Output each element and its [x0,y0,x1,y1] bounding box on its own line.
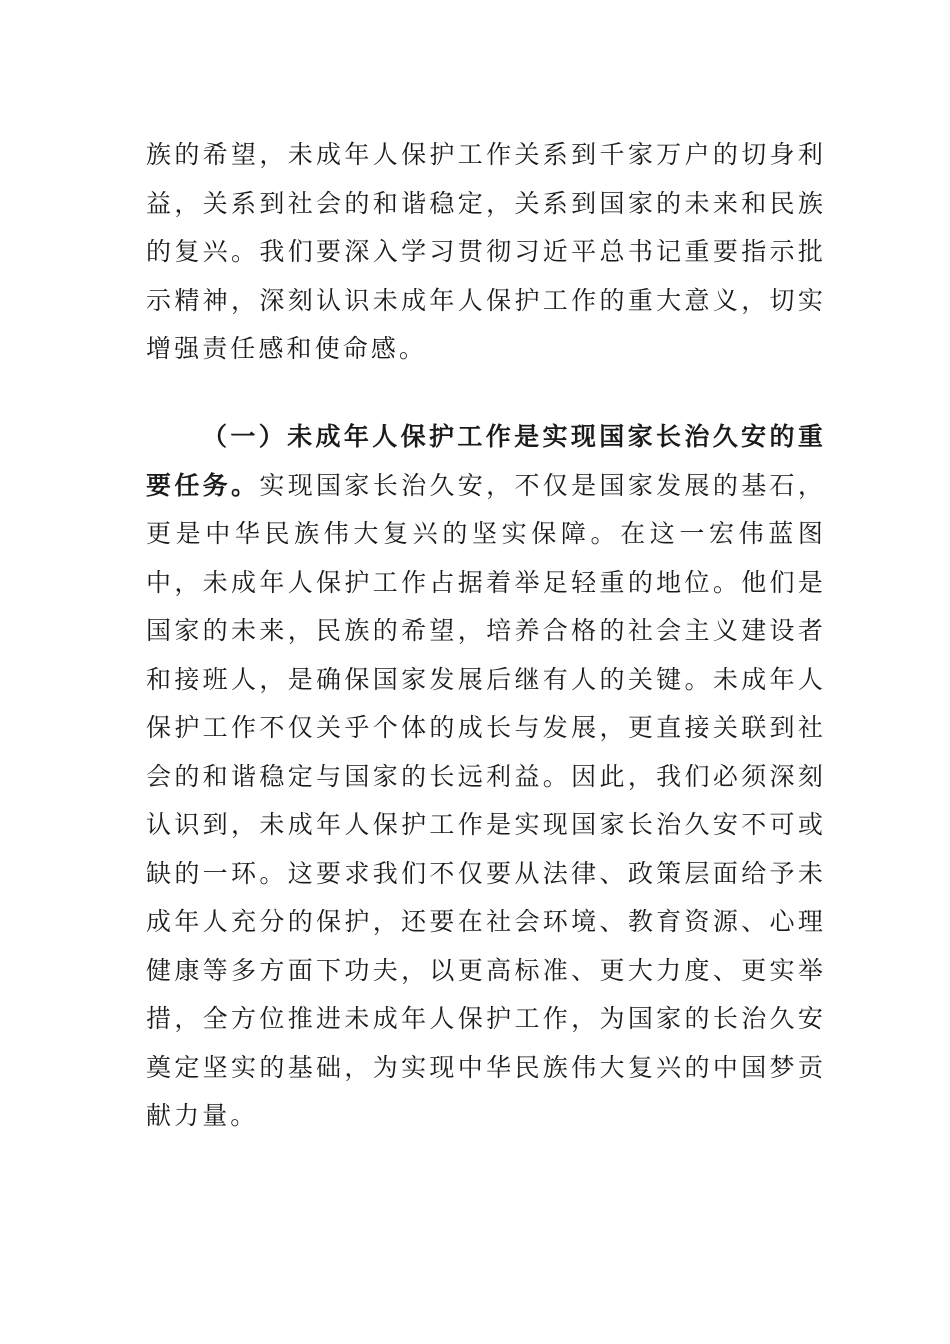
paragraph-text: 族的希望，未成年人保护工作关系到千家万户的切身利益，关系到社会的和谐稳定，关系到国家的未来和民族的复兴。我们要深入学习贯彻习近平总书记重要指示批示精神，深刻认识未成年人保护工作的重大意义，切实增强责任感和使命感。 [146,140,826,363]
paragraph-text: 实现国家长治久安，不仅是国家发展的基石，更是中华民族伟大复兴的坚实保障。在这一宏伟蓝图中，未成年人保护工作占据着举足轻重的地位。他们是国家的未来，民族的希望，培养合格的社会主义建设者和接班人，是确保国家发展后继有人的关键。未成年人保护工作不仅关乎个体的成长与发展，更直接关联到社会的和谐稳定与国家的长远利益。因此，我们必须深刻认识到，未成年人保护工作是实现国家长治久安不可或缺的一环。这要求我们不仅要从法律、政策层面给予未成年人充分的保护，还要在社会环境、教育资源、心理健康等多方面下功夫，以更高标准、更大力度、更实举措，全方位推进未成年人保护工作，为国家的长治久安奠定坚实的基础，为实现中华民族伟大复兴的中国梦贡献力量。 [146,470,826,1130]
body-paragraph-section-one [146,413,826,1141]
body-paragraph-continued [146,131,826,374]
section-heading: （一）未成年人保护工作是实现国家长治久安的重要任务。 [146,422,826,500]
